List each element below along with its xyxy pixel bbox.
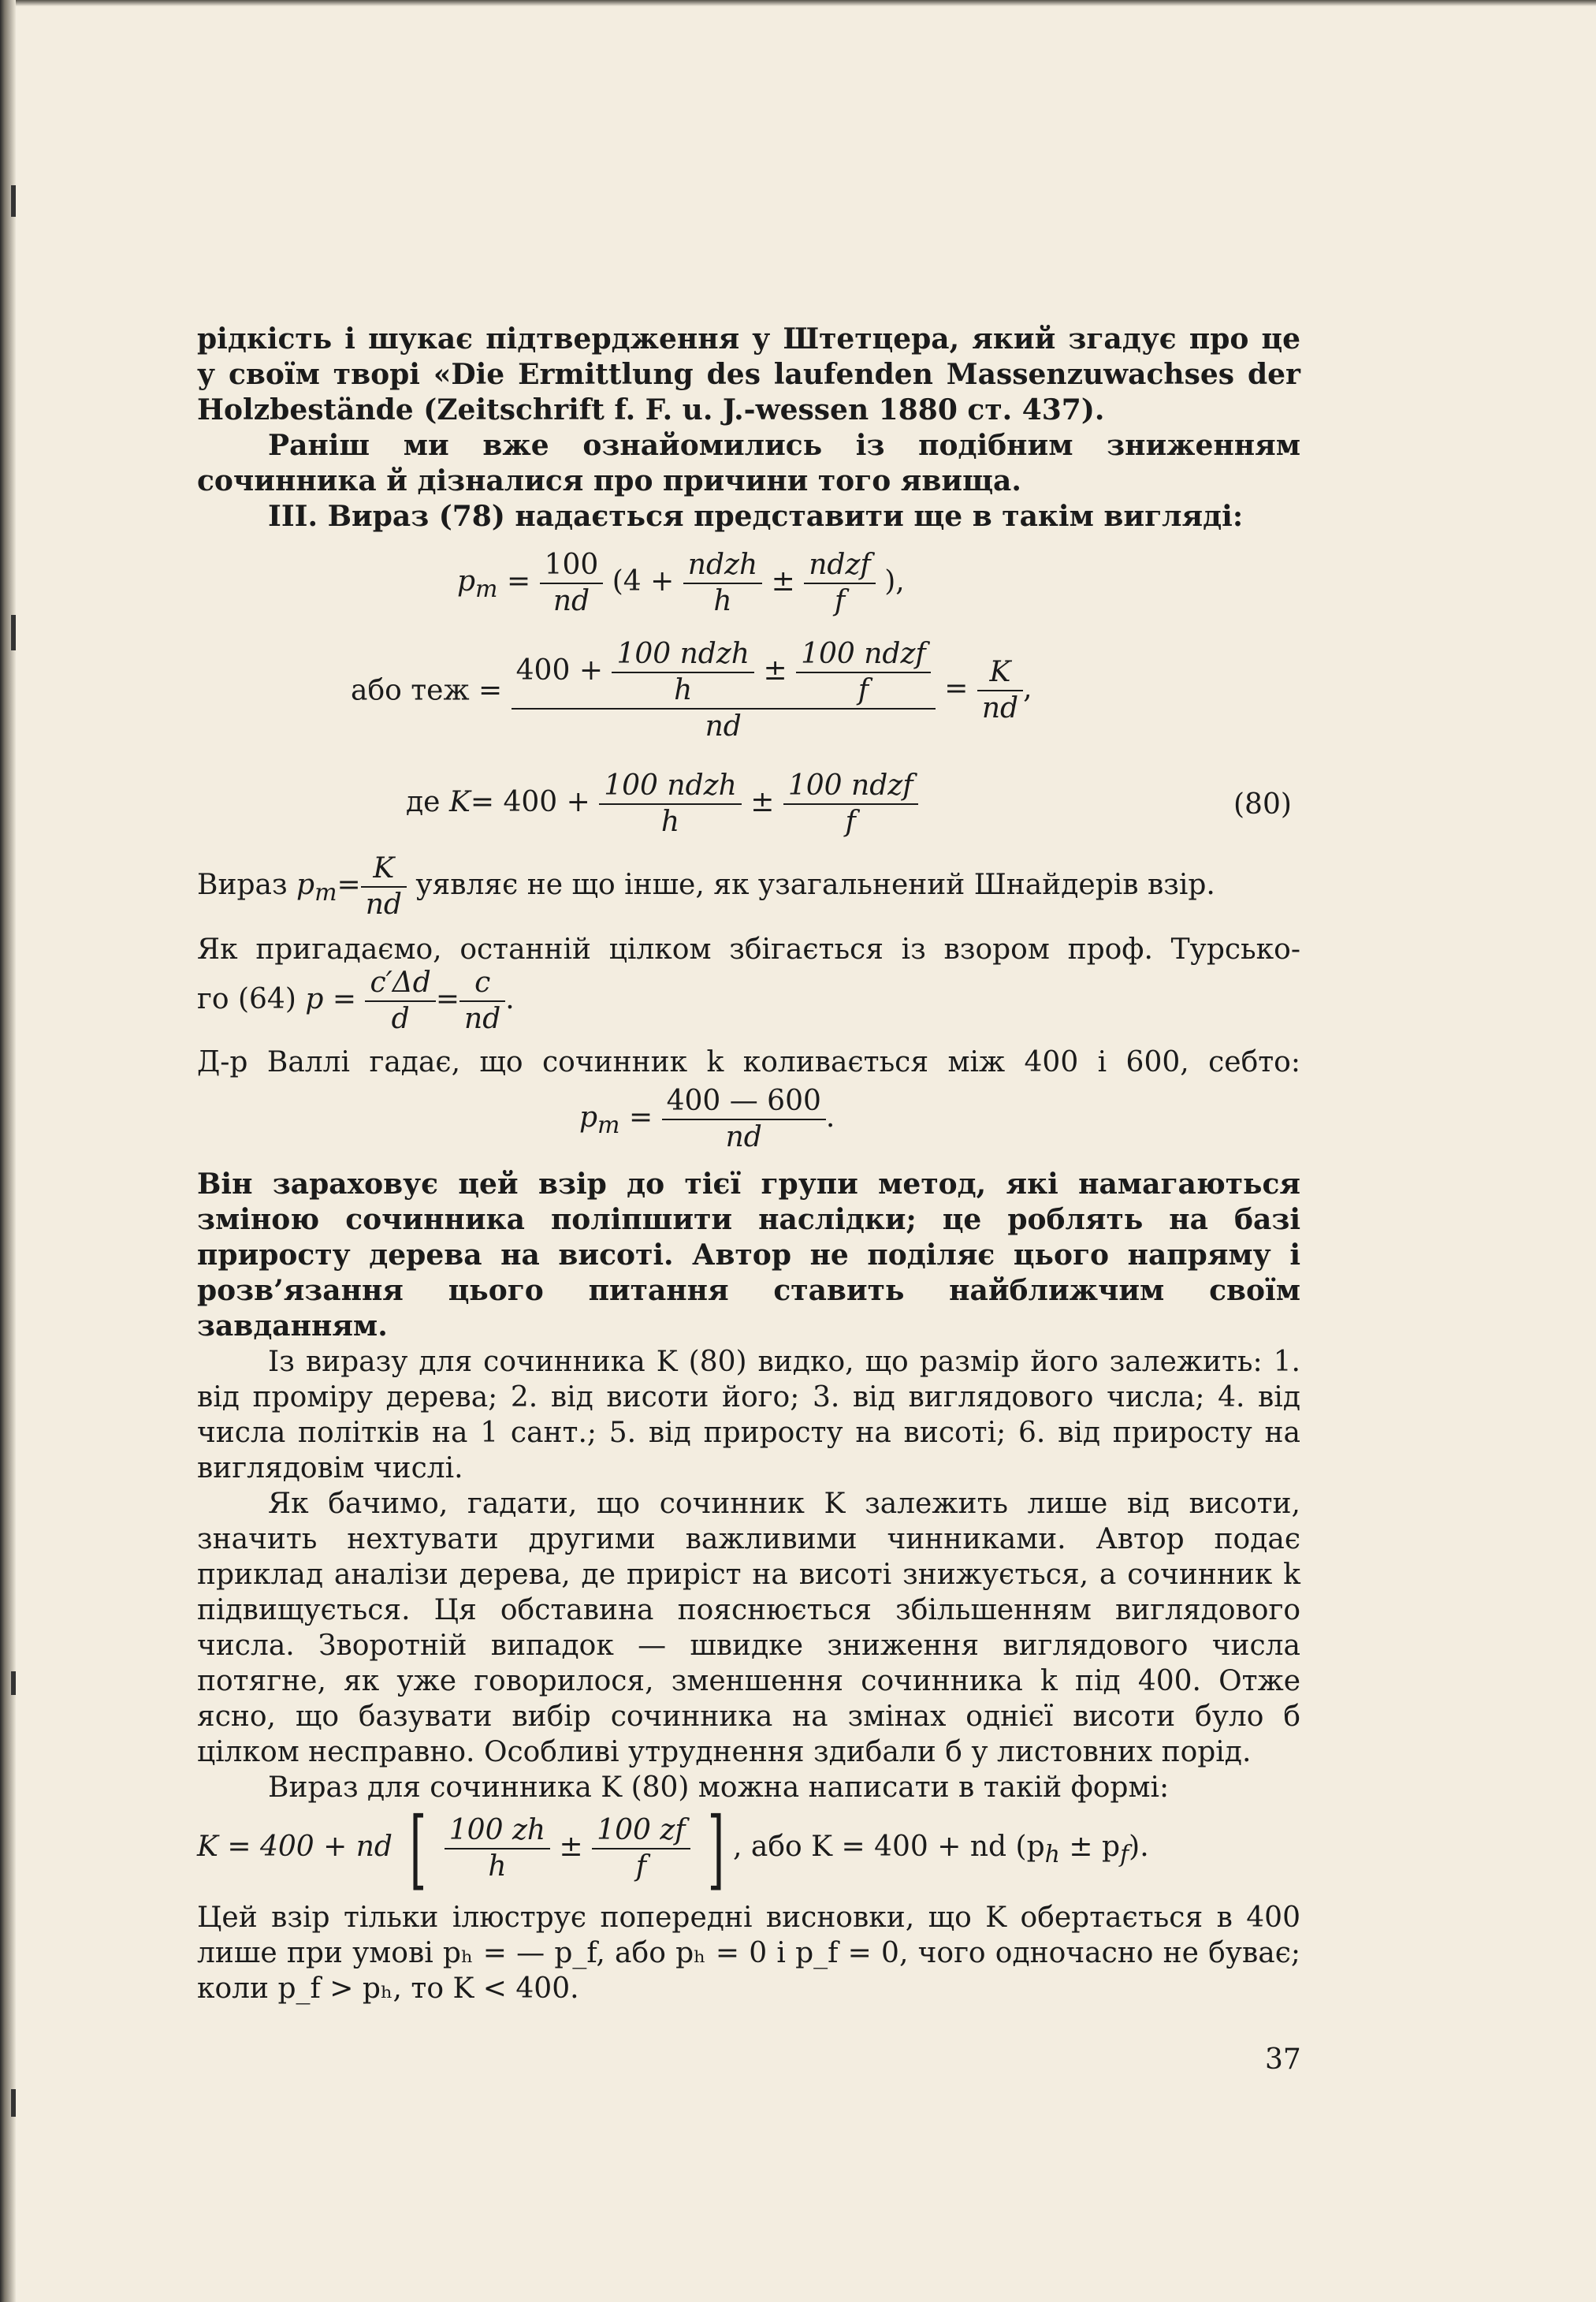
page-binding-edge [0,0,16,2302]
fraction: 100 ndzh h [599,769,742,840]
paragraph-3: III. Вираз (78) надається представити ще в такім вигляді: [268,500,1244,533]
fraction: ndzh h [683,548,762,619]
binding-mark [11,615,16,650]
binding-mark [11,185,16,217]
fraction: $\frac{K}{nd}$ [361,851,407,922]
paragraph-4: Вираз $p_m=$ $\frac{K}{nd}$ уявляє не що інше, як узагальнений Шнайдерів взір. [197,852,1215,921]
body-text [197,1167,1300,1805]
paragraph-7: Він зараховує цей взір до тієї групи метод, які намагаються зміною сочинника поліпшити наслідки; це роблять на базі приросту дерева на висоті. Автор не поділяє цього напряму і розв’язання цього питання ставить найближчим своїм завданням. [197,1168,1300,1343]
paragraph-9: Як бачимо, гадати, що сочинник K залежить лише від висоти, значить нехтувати другими важливими чинниками. Автор подає приклад аналізи дерева, де приріст на висоті знижується, а сочинник k підвищується. Ця обставина пояснюється збільшенням виглядового числа. Зворотній випадок — швидке зниження виглядового числа потягне, як уже говорилося, зменшення сочинника k під 400. Отже ясно, що базувати вибір сочинника на змінах однієї висоти було б цілком несправно. Особливі утруднення здибали б у листовних порід. [197,1488,1300,1768]
paragraph-11: Цей взір тільки ілюструє попередні висновки, що K обертається в 400 лише при умові pₕ = — p_f, або pₕ = 0 і p_f = 0, чого одночасно не буває; коли p_f > pₕ, то K < 400. [197,1902,1300,2005]
paragraph-1: рідкість і шукає підтвердження у Штетцера, який згадує про це у своїм творі «Die Ermittlung des laufenden Massenzuwachses der Holzbestände (Zeitschrift f. F. u. J.-wessen 1880 ст. 437). [197,322,1300,427]
page-top-edge [0,0,1596,6]
body-text [197,322,1300,535]
equation-2: або теж = 400 + 100 ndzh h ± 100 ndzf f nd = $\frac{K}{nd}$ , [351,638,1032,743]
body-text [197,1045,1300,1080]
paragraph-5b: го (64) p = $\frac{c'\Delta d}{d}$ = $\frac{c}{nd}$ . [197,967,515,1035]
equation-80: де K= 400 + 100 ndzh h ± 100 ndzf f [406,769,918,840]
fraction: $\frac{100 zh}{h}$ [445,1813,550,1884]
body-text [197,1900,1300,2006]
equation-1: $p_m$ = $\frac{100}{nd}$ (4 + ndzh h ± ndzf f ), [457,549,905,617]
paragraph-5: Як пригадаємо, останній цілком збігається із взором проф. Турсько- [197,933,1300,966]
fraction: $\frac{K}{nd}$ [977,655,1023,726]
fraction: 400 + 100 ndzh h ± 100 ndzf f nd [512,637,936,744]
fraction: $\frac{c'\Delta d}{d}$ [365,966,435,1037]
page-number: 37 [1265,2043,1301,2076]
fraction: 100 ndzf f [783,769,918,840]
fraction: 100 ndzf f [796,637,931,708]
equation-label: (80) [1233,788,1292,821]
fraction: ndzf f [804,548,876,619]
fraction: 100 ndzh h [612,637,754,708]
fraction: $\frac{100}{nd}$ [540,548,604,619]
paragraph-8: Із виразу для сочинника K (80) видко, що размір його залежить: 1. від проміру дерева; 2. від висоти його; 3. від виглядового числа; 4. від числа політків на 1 сант.; 5. від приросту на висоті; 6. від приросту на виглядовім числі. [197,1346,1300,1484]
body-text [197,932,1300,967]
paragraph-10: Вираз для сочинника K (80) можна написати в такій формі: [268,1771,1170,1804]
fraction: $\frac{c}{nd}$ [459,966,505,1037]
binding-mark [11,1671,16,1695]
paragraph-6: Д-р Валлі гадає, що сочинник k коливається між 400 і 600, себто: [197,1046,1300,1078]
binding-mark [11,2089,16,2117]
fraction: $\frac{400 — 600}{nd}$ [662,1084,826,1155]
fraction: $\frac{100 zf}{f}$ [592,1813,690,1884]
paragraph-2: Раніш ми вже ознайомились із подібним зниженням сочинника й дізналися про причини того явища. [197,429,1300,497]
equation-5: K = 400 + nd [ $\frac{100 zh}{h}$ ± $\frac{100 zf}{f}$ ] , або K = 400 + nd $(p_h \pm p_f)$. [197,1798,1149,1899]
equation-4: $p_m$ = $\frac{400 — 600}{nd}$ . [579,1085,835,1153]
